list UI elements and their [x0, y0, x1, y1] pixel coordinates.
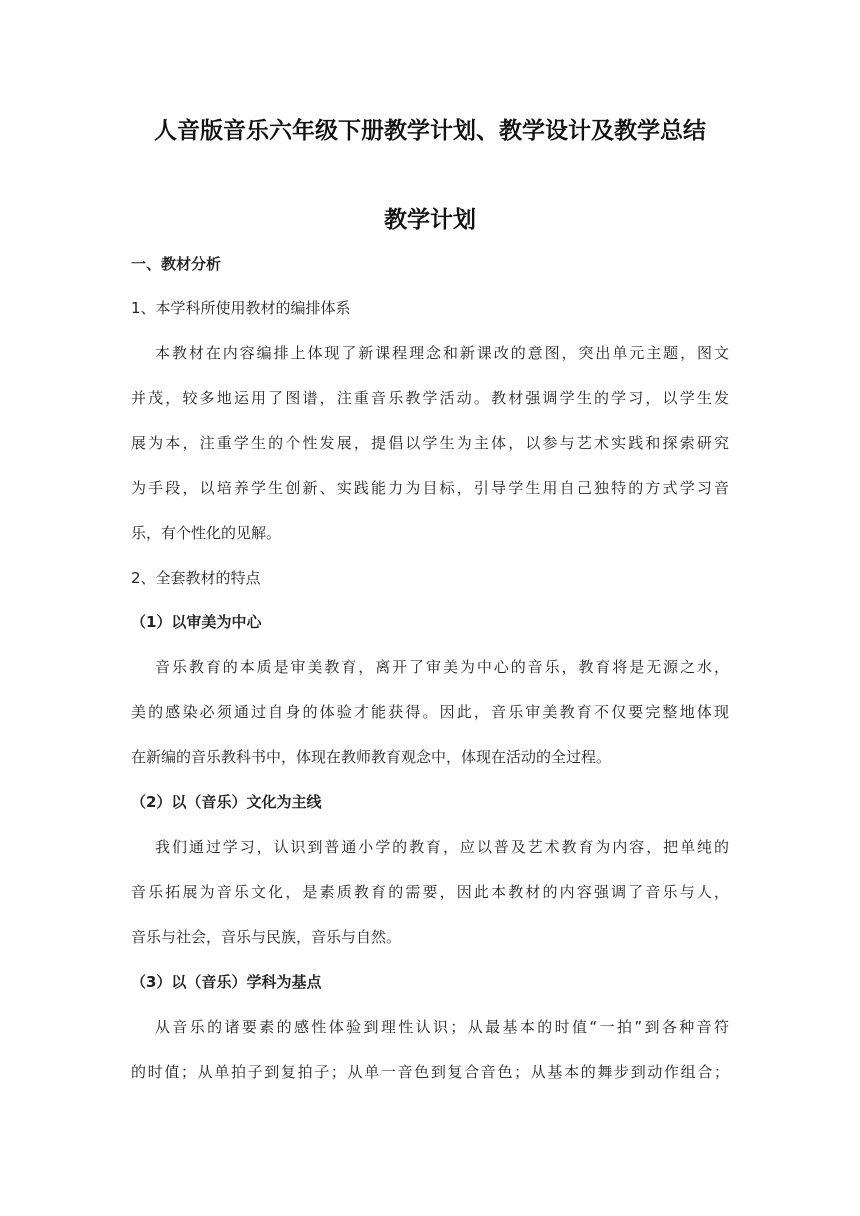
feature2-heading: （2）以（音乐）文化为主线: [131, 793, 322, 811]
feature3-heading: （3）以（音乐）学科为基点: [131, 973, 322, 991]
paragraph-line: 我们通过学习，认识到普通小学的教育，应以普及艺术教育为内容，把单纯的: [155, 838, 729, 856]
paragraph-line: 本教材在内容编排上体现了新课程理念和新课改的意图，突出单元主题，图文: [155, 344, 729, 362]
paragraph-line: 为手段，以培养学生创新、实践能力为目标，引导学生用自己独特的方式学习音: [131, 479, 729, 497]
section-subtitle: 教学计划: [384, 207, 476, 233]
paragraph-line: 在新编的音乐教科书中，体现在教师教育观念中，体现在活动的全过程。: [131, 748, 612, 766]
paragraph-line: 从音乐的诸要素的感性体验到理性认识；从最基本的时值“一拍”到各种音符: [155, 1018, 729, 1036]
item2-heading: 2、全套教材的特点: [131, 569, 261, 587]
paragraph-line: 音乐教育的本质是审美教育，离开了审美为中心的音乐，教育将是无源之水，: [155, 658, 729, 676]
paragraph-line: 展为本，注重学生的个性发展，提倡以学生为主体，以参与艺术实践和探索研究: [131, 434, 729, 452]
paragraph-line: 音乐拓展为音乐文化，是素质教育的需要，因此本教材的内容强调了音乐与人，: [131, 883, 729, 901]
item1-heading: 1、本学科所使用教材的编排体系: [131, 299, 351, 317]
paragraph-line: 并茂，较多地运用了图谱，注重音乐教学活动。教材强调学生的学习，以学生发: [131, 389, 729, 407]
paragraph-line: 的时值；从单拍子到复拍子；从单一音色到复合音色；从基本的舞步到动作组合；: [131, 1063, 729, 1081]
section1-heading: 一、教材分析: [131, 255, 222, 273]
paragraph-line: 乐，有个性化的见解。: [131, 524, 282, 542]
paragraph-line: 音乐与社会，音乐与民族，音乐与自然。: [131, 928, 402, 946]
feature1-heading: （1）以审美为中心: [131, 613, 262, 631]
document-title: 人音版音乐六年级下册教学计划、教学设计及教学总结: [154, 118, 706, 144]
paragraph-line: 美的感染必须通过自身的体验才能获得。因此，音乐审美教育不仅要完整地体现: [131, 703, 729, 721]
